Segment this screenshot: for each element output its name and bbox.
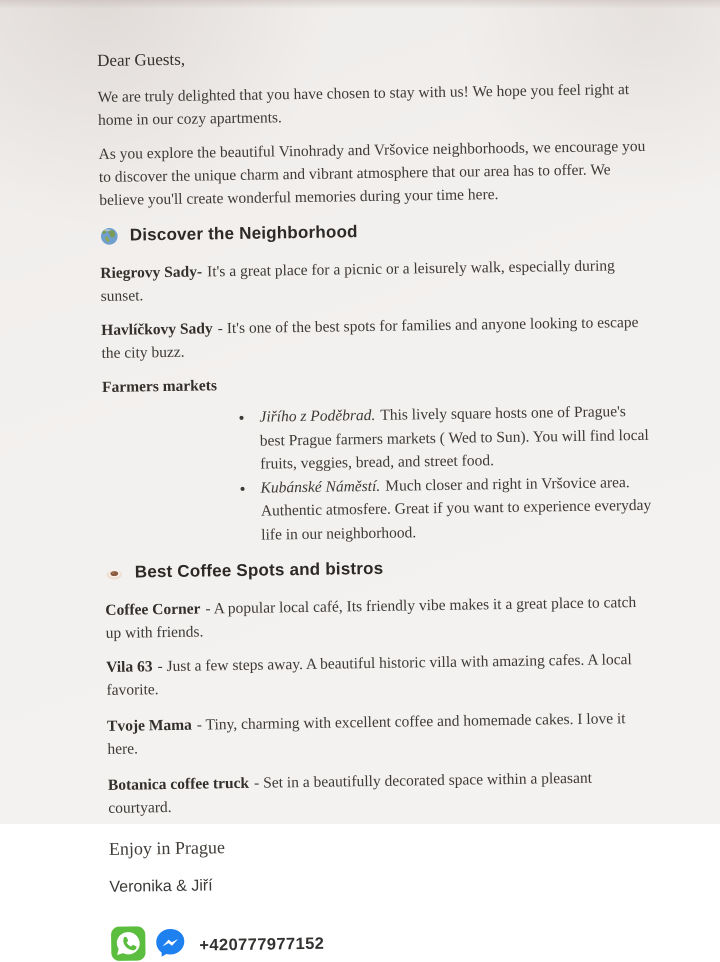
contact-row [110, 918, 658, 962]
spot-desc: - A popular local café, Its friendly vibe makes it a great place to catch up with friends. [105, 594, 637, 642]
spot-vila-63 [106, 648, 655, 702]
market-name: Kubánské Náměstí. [260, 477, 381, 497]
market-desc: This lively square hosts one of Prague's best Prague farmers markets ( Wed to Sun). You will find local fruits, veggies, bread, and street food. [259, 403, 649, 473]
list-item [255, 470, 652, 546]
coffee-heading [105, 555, 653, 583]
place-havlickovy [101, 311, 650, 365]
farmers-markets-heading: Farmers markets [101, 377, 218, 396]
spot-botanica [108, 766, 657, 820]
spot-name: Vila 63 [106, 658, 153, 676]
salutation: Dear Guests, [97, 49, 186, 70]
market-desc: Much closer and right in Vršovice area. Authentic atmosfere. Great if you want to experience everyday life in our neighborhood. [260, 473, 652, 544]
coffee-cup-icon [105, 563, 124, 582]
spot-desc: - Just a few steps away. A beautiful historic villa with amazing cafes. A local favorite. [106, 651, 632, 699]
intro-paragraph: We are truly delighted that you have chosen to stay with us! We hope you feel right at home in our cozy apartments. [97, 81, 630, 129]
explore-paragraph: As you explore the beautiful Vinohrady and Vršovice neighborhoods, we encourage you to discover the unique charm and vibrant atmosphere that our area has to offer. We believe you'll create wonderful memories during your time here. [98, 137, 646, 209]
spot-desc: - Set in a beautifully decorated space within a pleasant courtyard. [108, 769, 593, 817]
spot-name: Coffee Corner [105, 600, 201, 619]
whatsapp-icon [110, 925, 147, 962]
place-name: Riegrovy Sady- [100, 263, 203, 282]
farmers-markets-list [102, 400, 652, 549]
spot-name: Botanica coffee truck [107, 774, 250, 794]
spot-coffee-corner [105, 591, 654, 645]
market-name: Jiřího z Poděbrad. [259, 406, 376, 426]
closing-line: Enjoy in Prague [108, 837, 226, 859]
welcome-letter [97, 40, 658, 962]
place-desc: It's a great place for a picnic or a leisurely walk, especially during sunset. [100, 257, 615, 305]
globe-icon [100, 226, 119, 245]
list-item [254, 400, 651, 476]
coffee-heading-label: Best Coffee Spots and bistros [134, 558, 384, 582]
place-riegrovy [100, 254, 649, 308]
place-desc: - It's one of the best spots for families and anyone looking to escape the city buzz. [101, 313, 639, 362]
spot-name: Tvoje Mama [106, 716, 192, 735]
signature: Veronika & Jiří [109, 877, 213, 896]
neighborhood-heading-label: Discover the Neighborhood [129, 222, 358, 245]
spot-desc: - Tiny, charming with excellent coffee and homemade cakes. I love it here. [107, 710, 626, 758]
messenger-icon [153, 926, 188, 961]
phone-number: +420777977152 [199, 934, 325, 955]
spot-tvoje-mama [107, 707, 656, 761]
place-name: Havlíčkovy Sady [101, 320, 213, 339]
neighborhood-heading [100, 218, 648, 246]
